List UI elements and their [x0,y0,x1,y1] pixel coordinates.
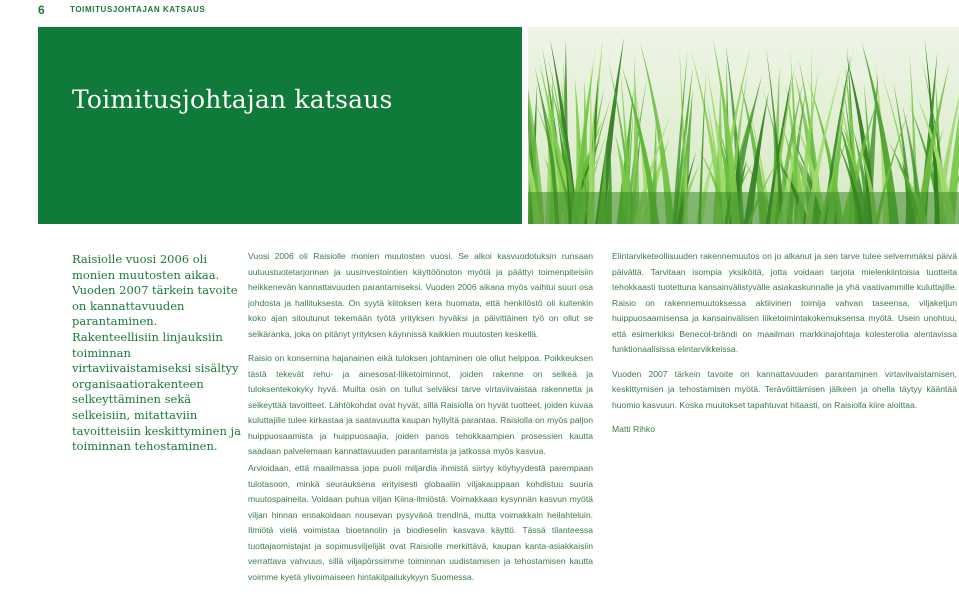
body-column-middle [248,249,593,469]
title-panel [38,27,522,224]
body-column-right [612,249,957,447]
body-paragraph: Elintarviketeollisuuden rakennemuutos on jo alkanut ja sen tarve tulee selvemmäksi päivä päivältä. Tarvitaan isompia yksiköitä, jotta voidaan tarjota mielenkiintoisia tuotteita tehokkaasti tuotettuna kansainvälistyvälle asiakaskunnalle ja yhä vaativammille kuluttajille. Raisio on rakennemuutoksessa aktiivinen toimija vahvan taseensa, viljaketjun huippuosaamisensa ja kansainvälisen liiketoimintakokemuksensa myötä. Usein unohtuu, että esimerkiksi Benecol-brändi on maailman markkinajohtaja kolesterolia alentavissa funktionaalisissa elintarvikkeissa. [612,251,957,354]
page-title: Toimitusjohtajan katsaus [72,85,393,114]
body-column-middle-lower [248,461,593,594]
body-paragraph: Arvioidaan, että maailmassa jopa puoli miljardia ihmistä siirtyy köyhyydestä parempaan tulotasoon, minkä seurauksena erityisesti globaaliin viljakauppaan kohdistuu suuria muutospaineita. Voidaan puhua viljan Kiina-ilmiöstä. Voimakkaan kysynnän kasvun myötä viljan hinnan ennakoidaan nousevan pysyvänä trendinä, mutta voimakkain heilahteluin. Ilmiötä vielä voimistaa bioetanolin ja biodieselin kasvava käyttö. Tässä tilanteessa tuottajaomistajat ja sopimusviljelijät ovat Raisiolle merkittävä, kaupan kanta-asiakkaisiin verrattava vahvuus, sillä viljapörssimme toiminnan uudistamisen ja tehostamisen kautta voimme kyetä ylivoimaiseen hintakilpailukykyyn Suomessa. [248,463,593,582]
running-head: TOIMITUSJOHTAJAN KATSAUS [70,5,206,14]
lead-paragraph: Raisiolle vuosi 2006 oli monien muutosten aikaa. Vuoden 2007 tärkein tavoite on kannattavuuden parantaminen. Rakenteellisiin linjauksiin toiminnan virtaviivaistamiseksi sisältyy organisaatiorakenteen selkeyttäminen sekä selkeisiin, mitattaviin tavoitteisiin keskittyminen ja toiminnan tehostaminen. [72,252,241,454]
body-paragraph: Raisio on konsernina hajanainen eikä tuloksen johtaminen ole ollut helppoa. Poikkeuksen tästä tekevät rehu- ja ainesosat-liiketoiminnot, joiden rakenne on selkeä ja tuloksentekokyky hyvä. Muilta osin on tullut selväksi tarve virtaviivaistaa rakennetta ja selkeyttää tavoitteet. Lähtökohdat ovat hyvät, sillä Raisiolla on hyvät tuotteet, joiden kuvaa kuluttajille tulee kirkastaa ja saatavuutta kaupan hyllyltä parantaa. Raisiolla on myös paljon huippuosaamista ja huippuosaajia, joiden panos tehokkaampien prosessien kautta saadaan palvelemaan kannattavuuden parantamista ja jatkossa myös kasvua. [248,353,593,456]
body-paragraph: Vuosi 2006 oli Raisiolle monien muutosten vuosi. Se alkoi kasvuodotuksin runsaan uutuustuotetarjonnan ja uusinvestointien käyttöönoton myötä ja päättyi toimenpiteisiin heikkenevän kannattavuuden parantamiseksi. Vuoden 2006 aikana myös vaihtui suuri osa johdosta ja hallituksesta. On syytä kiitoksen kera huomata, että henkilöstö oli kuitenkin koko ajan sitoutunut tekemään työtä yrityksen hyväksi ja päivittäinen työ on ollut se selkäranka, joka on pitänyt yrityksen käynnissä kaikkien muutosten keskellä. [248,251,593,339]
grass-photo [528,27,959,224]
body-paragraph: Vuoden 2007 tärkein tavoite on kannattavuuden parantaminen virtaviivaistamisen, keskittymisen ja tehostamisen myötä. Terävöittämisen jälkeen ja ohella täytyy kääntää huomio kasvuun. Koska muutokset tapahtuvat hitaasti, on Raisiolla kiire aloittaa. [612,368,957,410]
signature: Matti Rihko [612,424,655,434]
page-number: 6 [38,3,45,17]
